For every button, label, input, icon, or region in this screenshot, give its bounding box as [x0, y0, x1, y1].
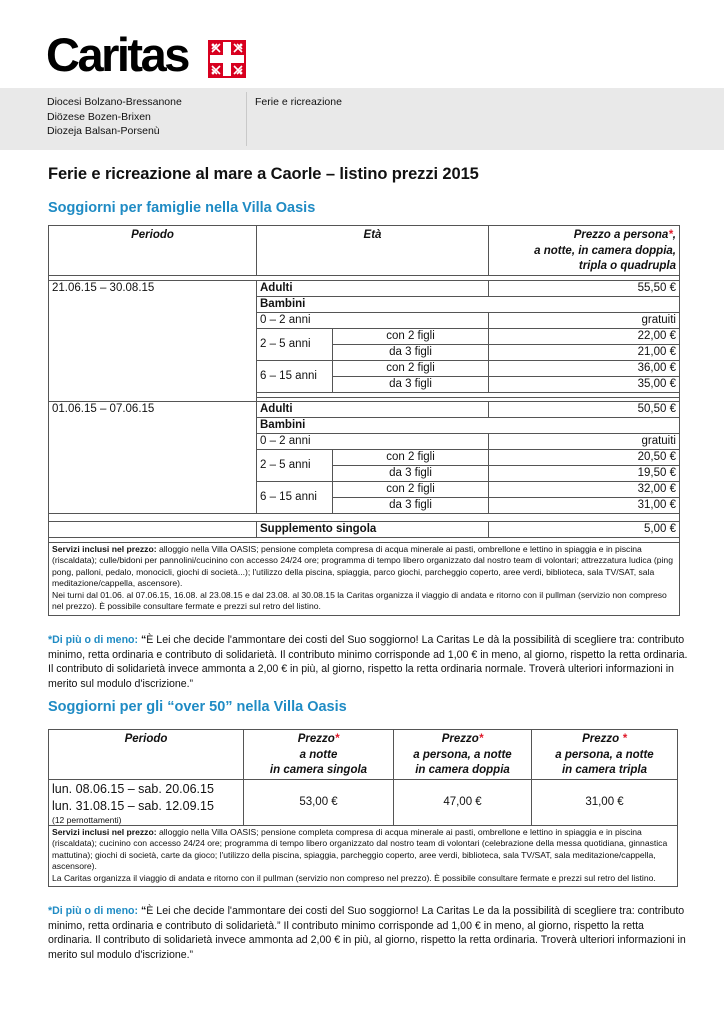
period-dates: 01.06.15 – 07.06.15 [49, 401, 257, 513]
price-double: 47,00 € [394, 779, 532, 825]
adulti-label: Adulti [257, 401, 489, 417]
nights-count: (12 pernottamenti) [52, 814, 122, 825]
families-price-table [48, 225, 680, 616]
age-range: 6 – 15 anni [257, 360, 333, 392]
age-price: 35,00 € [489, 376, 680, 392]
col-prezzo: Prezzo a persona*, a notte, in camera doppia, tripla o quadrupla [489, 226, 680, 276]
col-double: Prezzo* a persona, a notte in camera doppia [394, 730, 532, 780]
diocese-line-lad: Diozeja Balsan-Porsenù [47, 125, 160, 137]
age-price: 20,50 € [489, 449, 680, 465]
age-range: 6 – 15 anni [257, 481, 333, 513]
services-note: Servizi inclusi nel prezzo: alloggio nella Villa OASIS; pensione completa compresa di acqua minerale ai pasti, ombrellone e lettino in spiaggia e in piscina (riscaldata); cucinino con accesso 24/24 ore; programma di tempo libero organizzato dal nostro team di volontari (celebrazione della messa quotidiana, ginnastica mattutina); giochi di società, carte da gioco; l'utilizzo della piscina, spiaggia, parcheggio coperto, aree verdi, biblioteca, sala TV/SAT, sala meditazione/cappella, ascensore). La Caritas organizza il viaggio di andata e ritorno con il pullman (servizio non compreso nel prezzo). È possibile consultare fermate e prezzi sul retro del listino. [49, 825, 678, 887]
col-single: Prezzo* a notte in camera singola [244, 730, 394, 780]
adulti-price: 50,50 € [489, 401, 680, 417]
header-section-label: Ferie e ricreazione [255, 96, 342, 108]
price-triple: 31,00 € [532, 779, 678, 825]
period-dates: 21.06.15 – 30.08.15 [49, 280, 257, 401]
children-count: da 3 figli [333, 344, 489, 360]
trip-note: La Caritas organizza il viaggio di andata e ritorno con il pullman (servizio non compreso nel prezzo). È possibile consultare fermate e prezzi sul retro del listino. [52, 872, 656, 883]
supplement-price: 5,00 € [489, 521, 680, 537]
over50-price-table [48, 729, 678, 887]
age-price: 21,00 € [489, 344, 680, 360]
price-choice-note: *Di più o di meno: “È Lei che decide l'ammontare dei costi del Suo soggiorno! La Caritas Le dà la possibilità di scegliere tra: contributo minimo, retta ordinaria e contributo di solidarietà. Il contributo minimo corrisponde ad 1,00 € in meno, al giorno, rispetto la retta ordinaria. Il contributo di solidarietà invece ammonta a 2,00 € in più, al giorno, rispetto la retta ordinaria normale. Troverà ulteriori informazioni in merito sul modulo d'iscrizione.” [48, 634, 688, 691]
col-triple: Prezzo * a persona, a notte in camera tripla [532, 730, 678, 780]
col-periodo: Periodo [49, 226, 257, 276]
age-price: gratuiti [489, 312, 680, 328]
over50-heading: Soggiorni per gli “over 50” nella Villa Oasis [48, 699, 347, 715]
age-price: 22,00 € [489, 328, 680, 344]
families-heading: Soggiorni per famiglie nella Villa Oasis [48, 200, 316, 216]
children-count: con 2 figli [333, 481, 489, 497]
children-count: da 3 figli [333, 465, 489, 481]
bambini-label: Bambini [257, 417, 680, 433]
adulti-label: Adulti [257, 280, 489, 296]
caritas-cross-icon [208, 40, 246, 78]
children-count: con 2 figli [333, 328, 489, 344]
header-divider [246, 92, 247, 146]
age-price: 19,50 € [489, 465, 680, 481]
logo-text: Caritas [46, 28, 188, 81]
table-row [49, 779, 678, 825]
age-range: 0 – 2 anni [257, 433, 489, 449]
age-range: 2 – 5 anni [257, 449, 333, 481]
diocese-line-it: Diocesi Bolzano-Bressanone [47, 96, 182, 108]
period-dates: lun. 08.06.15 – sab. 20.06.15 lun. 31.08.15 – sab. 12.09.15 (12 pernottamenti) [49, 779, 244, 825]
age-range: 0 – 2 anni [257, 312, 489, 328]
children-count: con 2 figli [333, 360, 489, 376]
age-price: 36,00 € [489, 360, 680, 376]
age-price: gratuiti [489, 433, 680, 449]
col-periodo: Periodo [49, 730, 244, 780]
trip-note: Nei turni dal 01.06. al 07.06.15, 16.08. al 23.08.15 e dal 23.08. al 30.08.15 la Caritas organizza il viaggio di andata e ritorno con il pullman (servizio non compreso nel prezzo). È possibile consultare fermate e prezzi sul retro del listino. [52, 589, 667, 612]
age-price: 32,00 € [489, 481, 680, 497]
services-note: Servizi inclusi nel prezzo: alloggio nella Villa OASIS; pensione completa compresa di acqua minerale ai pasti, ombrellone e lettino in spiaggia e in piscina (riscaldata); culle/bidoni per pannolini/cucinino con accesso 24/24 ore; programma di tempo libero organizzato dal nostro team di volontari; attrezzatura ludica (ping pong, palloni, pedalo, monocicli, giochi di società...); l'utilizzo della piscina, spiaggia, parco giochi, parcheggio coperto, aree verdi, biblioteca, sala TV/SAT, sala meditazione/cappella, ascensore). Nei turni dal 01.06. al 07.06.15, 16.08. al 23.08.15 e dal 23.08. al 30.08.15 la Caritas organizza il viaggio di andata e ritorno con il pullman (servizio non compreso nel prezzo). È possibile consultare fermate e prezzi sul retro del listino. [49, 542, 680, 616]
adulti-price: 55,50 € [489, 280, 680, 296]
supplement-label: Supplemento singola [257, 521, 489, 537]
age-price: 31,00 € [489, 497, 680, 513]
diocese-line-de: Diözese Bozen-Brixen [47, 110, 151, 123]
diocese-block [47, 95, 182, 139]
price-choice-note-2: *Di più o di meno: “È Lei che decide l'ammontare dei costi del Suo soggiorno! La Caritas Le da la possibilità di scegliere tra: contributo minimo, retta ordinaria e contributo di solidarietà.” Il contributo minimo corrisponde ad 1,00 € in meno, al giorno, rispetto la retta ordinaria. Il contributo di solidarietà invece ammonta ad 2,00 € in più, al giorno, rispetto la retta ordinaria. Troverà ulteriori informazioni in merito sul modulo d'iscrizione.” [48, 905, 686, 962]
table-row [49, 280, 680, 296]
children-count: da 3 figli [333, 497, 489, 513]
col-eta: Età [257, 226, 489, 276]
page-title: Ferie e ricreazione al mare a Caorle – listino prezzi 2015 [48, 165, 479, 183]
price-single: 53,00 € [244, 779, 394, 825]
children-count: con 2 figli [333, 449, 489, 465]
children-count: da 3 figli [333, 376, 489, 392]
age-range: 2 – 5 anni [257, 328, 333, 360]
table-row [49, 401, 680, 417]
bambini-label: Bambini [257, 296, 680, 312]
